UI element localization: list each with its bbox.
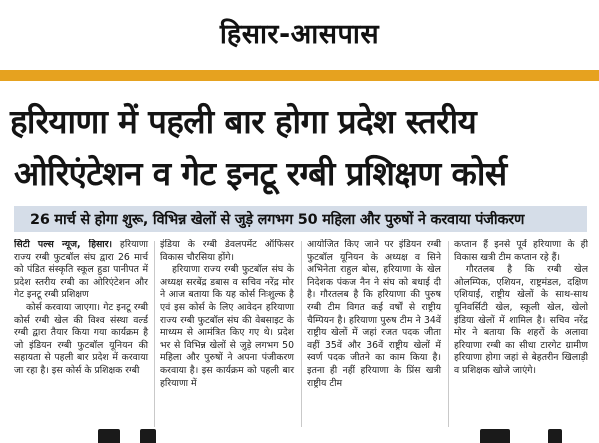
paragraph: इंडिया के रग्बी डेवलपमेंट ऑफिसर विकास चौरसिया होंगे। [160,239,294,263]
headline-line-1: हरियाणा में पहली बार होगा प्रदेश स्तरीय [10,102,477,141]
cropped-headline-fragment [140,429,156,443]
article-column-2 [160,239,294,390]
article-column-1 [14,239,148,378]
article-body [14,239,588,429]
section-header [0,0,599,68]
dateline: सिटी पल्स न्यूज, हिसार। [14,239,113,250]
paragraph: आयोजित किए जाने पर इंडियन रग्बी फुटबॉल यूनियन के अध्यक्ष व सिने अभिनेता राहुल बोस, हरियाणा के खेल निदेशक पंकज नैन ने संघ को बधाई दी है। गौरतलब है कि हरियाणा की पुरुष रग्बी टीम विगत कई वर्षों से राष्ट्रीय चैम्पियन है। हरियाणा पुरुष टीम ने 34वें राष्ट्रीय खेलों में जहां रजत पदक जीता वहीं 35वें और 36वें राष्ट्रीय खेलों में स्वर्ण पदक जीतने का काम किया है। इतना ही नहीं हरियाणा के प्रिंस खत्री राष्ट्रीय टीम [307,239,441,389]
paragraph: गौरतलब है कि रग्बी खेल ओलम्पिक, एशियन, राष्ट्रमंडल, दक्षिण एशियाई, राष्ट्रीय खेलों के साथ-साथ यूनिवर्सिटी खेल, स्कूली खेल, खेलो इंडिया खेलों में शामिल है। सचिव नरेंद्र मोर ने बताया कि शहरों के अलावा हरियाणा रग्बी का सीधा टारगेट ग्रामीण हरियाणा होगा जहां से बेहतरीन खिलाड़ी व प्रशिक्षक खोजे जाएंगे। [454,264,588,376]
accent-rule [0,70,599,81]
headline-line-2: ओरिएंटेशन व गेट इनटू रग्बी प्रशिक्षण कोर्स [14,154,507,193]
cropped-headline-fragment [98,429,120,443]
paragraph: कोर्स करवाया जाएगा। गेट इनटू रग्बी कोर्स रग्बी खेल की विश्व संस्था वर्ल्ड रग्बी द्वारा तैयार किया गया कार्यक्रम है जो इंडियन रग्बी फुटबॉल यूनियन की सहायता से पहली बार प्रदेश में करवाया जा रहा है। इस कोर्स के प्रशिक्षक रग्बी [14,301,148,376]
subheadline: 26 मार्च से होगा शुरू, विभिन्न खेलों से जुड़े लगभग 50 महिला और पुरुषों ने करवाया पंजीकरण [30,212,525,228]
article-column-3 [307,239,441,390]
section-title: हिसार-आसपास [219,19,380,50]
paragraph: हरियाणा राज्य रग्बी फुटबॉल संघ के अध्यक्ष सरबेंद्र डबास व सचिव नरेंद्र मोर ने आज बताया कि यह कोर्स निःशुल्क है एवं इस कोर्स के लिए आवेदन हरियाणा राज्य रग्बी फुटबॉल संघ की वेबसाइट के माध्यम से आमंत्रित किए गए थे। प्रदेश भर से विभिन्न खेलों से जुड़े लगभग 50 महिला और पुरुषों ने अपना पंजीकरण करवाया है। इस कार्यक्रम को पहली बार हरियाणा में [160,264,294,389]
paragraph: हरियाणा राज्य रग्बी फुटबॉल संघ द्वारा 26 मार्च को पंडित संस्कृति स्कूल हुडा पानीपत में प्रदेश स्तरीय रग्बी का ओरिएंटेशन और गेट इनटू रग्बी प्रशिक्षण [14,239,148,301]
paragraph: कप्तान हैं इनसे पूर्व हरियाणा के ही विकास खत्री टीम कप्तान रहे हैं। [454,239,588,263]
article-column-4 [454,239,588,378]
cropped-headline-fragment [548,429,562,443]
cropped-headline-fragment [480,429,510,443]
